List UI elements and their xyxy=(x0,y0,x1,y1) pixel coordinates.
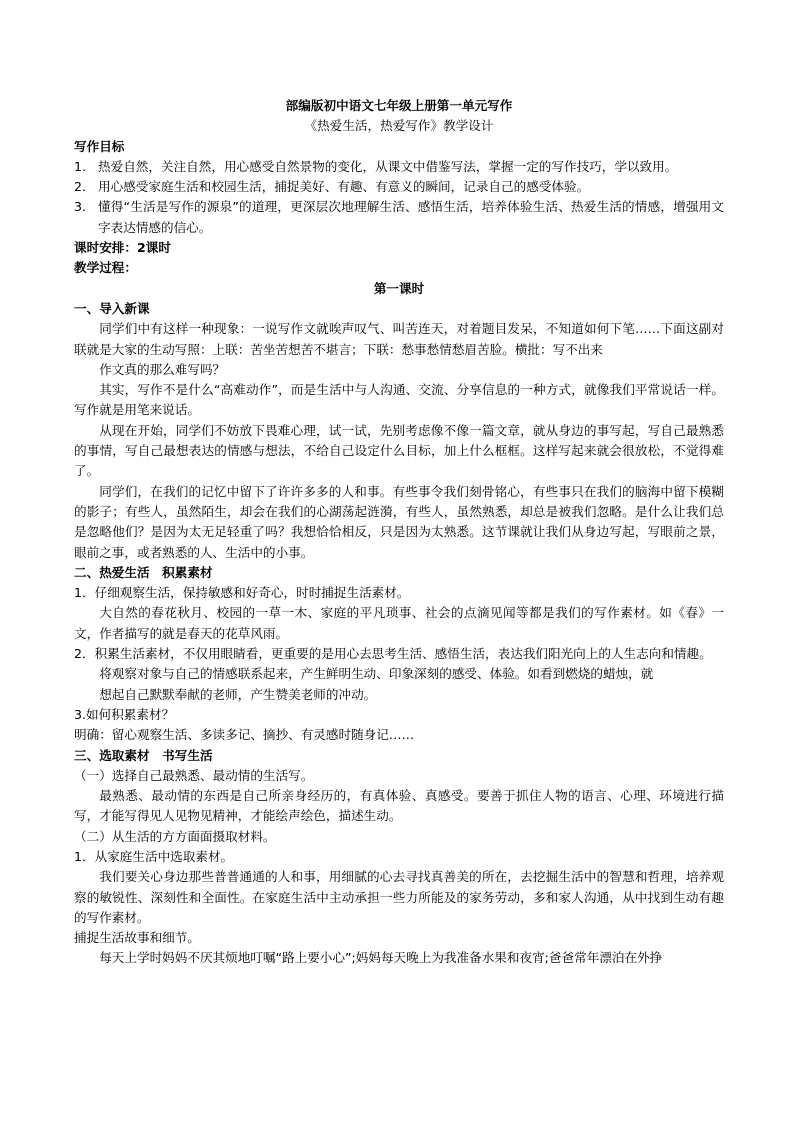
sub-heading: （一）选择自己最熟悉、最动情的生活写。 xyxy=(74,767,314,783)
section-heading: 三、选取素材 书写生活 xyxy=(74,747,213,763)
paragraph: 明确：留心观察生活、多读多记、摘抄、有灵感时随身记…… xyxy=(74,727,415,743)
process-heading: 教学过程： xyxy=(74,260,137,276)
paragraph: 其实，写作不是什么“高难动作”，而是生活中与人沟通、交流、分享信息的一种方式，就像我们平常说话一样。写作就是用笔来说话。 xyxy=(74,382,724,418)
goal-text: 懂得“生活是写作的源泉”的道理，更深层次地理解生活、感悟生活，培养体验生活、热爱生活的情感，增强用文字表达情感的信心。 xyxy=(98,199,724,235)
paragraph: 同学们中有这样一种现象：一说写作文就唉声叹气、叫苦连天，对着题目发呆，不知道如何下笔……下面这副对联就是大家的生动写照：上联：苦坐苦想苦不堪言；下联：愁事愁情愁眉苦脸。横批：写不出来 xyxy=(74,321,724,357)
list-item: 1．仔细观察生活，保持敏感和好奇心，时时捕捉生活素材。 xyxy=(74,585,410,601)
paragraph: 捕捉生活故事和细节。 xyxy=(74,930,200,946)
document-subtitle: 《热爱生活，热爱写作》教学设计 xyxy=(304,118,494,134)
section-heading: 二、热爱生活 积累素材 xyxy=(74,564,213,580)
goal-number: 1. xyxy=(74,158,87,174)
goal-text: 用心感受家庭生活和校园生活，捕捉美好、有趣、有意义的瞬间，记录自己的感受体验。 xyxy=(98,179,590,195)
document-title: 部编版初中语文七年级上册第一单元写作 xyxy=(285,98,513,113)
paragraph-continuation: 作文真的那么难写吗？ xyxy=(99,361,226,377)
paragraph: 大自然的春花秋月、校园的一草一木、家庭的平凡琐事、社会的点滴见闻等都是我们的写作素材。如《春》一文，作者描写的就是春天的花草风雨。 xyxy=(74,605,724,641)
list-item: 3.如何积累素材？ xyxy=(74,706,175,722)
paragraph: 将观察对象与自己的情感联系起来，产生鲜明生动、印象深刻的感受、体验。如看到燃烧的蜡烛，就 xyxy=(99,666,654,682)
goal-number: 3. xyxy=(74,199,87,215)
paragraph-continuation: 想起自己默默奉献的老师，产生赞美老师的冲动。 xyxy=(99,686,377,702)
paragraph: 我们要关心身边那些普普通通的人和事，用细腻的心去寻找真善美的所在，去挖掘生活中的智慧和哲理，培养观察的敏锐性、深刻性和全面性。在家庭生活中主动承担一些力所能及的家务劳动，多和家人沟通，从中找到生动有趣的写作素材。 xyxy=(74,869,724,925)
paragraph: 从现在开始，同学们不妨放下畏难心理，试一试，先别考虑像不像一篇文章，就从身边的事写起，写自己最熟悉的事情，写自己最想表达的情感与想法，不给自己设定什么目标，加上什么框框。这样写起来就会很放松，不觉得难了。 xyxy=(74,422,724,479)
lesson-heading: 第一课时 xyxy=(373,280,425,296)
paragraph: 同学们，在我们的记忆中留下了许许多多的人和事。有些事令我们刻骨铭心，有些事只在我们的脑海中留下模糊的影子；有些人，虽然陌生，却会在我们的心湖荡起涟漪，有些人，虽然熟悉，却总是被我们忽略。是什么让我们总是忽略他们？是因为太无足轻重了吗？我想恰恰相反，只是因为太熟悉。这节课就让我们从身边写起，写眼前之景，眼前之事，或者熟悉的人、生活中的小事。 xyxy=(74,483,724,560)
goal-text: 热爱自然，关注自然，用心感受自然景物的变化，从课文中借鉴写法，掌握一定的写作技巧，学以致用。 xyxy=(98,158,678,174)
list-item: 1．从家庭生活中选取素材。 xyxy=(74,848,234,864)
schedule-line: 课时安排：2课时 xyxy=(74,240,171,256)
goal-item xyxy=(74,157,724,177)
paragraph: 每天上学时妈妈不厌其烦地叮嘱“路上要小心”;妈妈每天晚上为我准备水果和夜宵;爸爸常年漂泊在外挣 xyxy=(99,950,663,966)
goal-item xyxy=(74,197,724,238)
goal-number: 2. xyxy=(74,179,87,195)
sub-heading: （二）从生活的方方面面摄取材料。 xyxy=(74,828,276,844)
section-heading: 一、导入新课 xyxy=(74,300,150,316)
goals-heading: 写作目标 xyxy=(74,138,125,154)
list-item: 2．积累生活素材，不仅用眼睛看，更重要的是用心去思考生活、感悟生活，表达我们阳光向上的人生志向和情趣。 xyxy=(74,646,712,662)
paragraph: 最熟悉、最动情的东西是自己所亲身经历的，有真体验、真感受。要善于抓住人物的语言、心理、环境进行描写，才能写得见人见物见精神，才能绘声绘色，描述生动。 xyxy=(74,788,724,824)
goal-item xyxy=(74,177,724,197)
document-page xyxy=(74,96,724,969)
